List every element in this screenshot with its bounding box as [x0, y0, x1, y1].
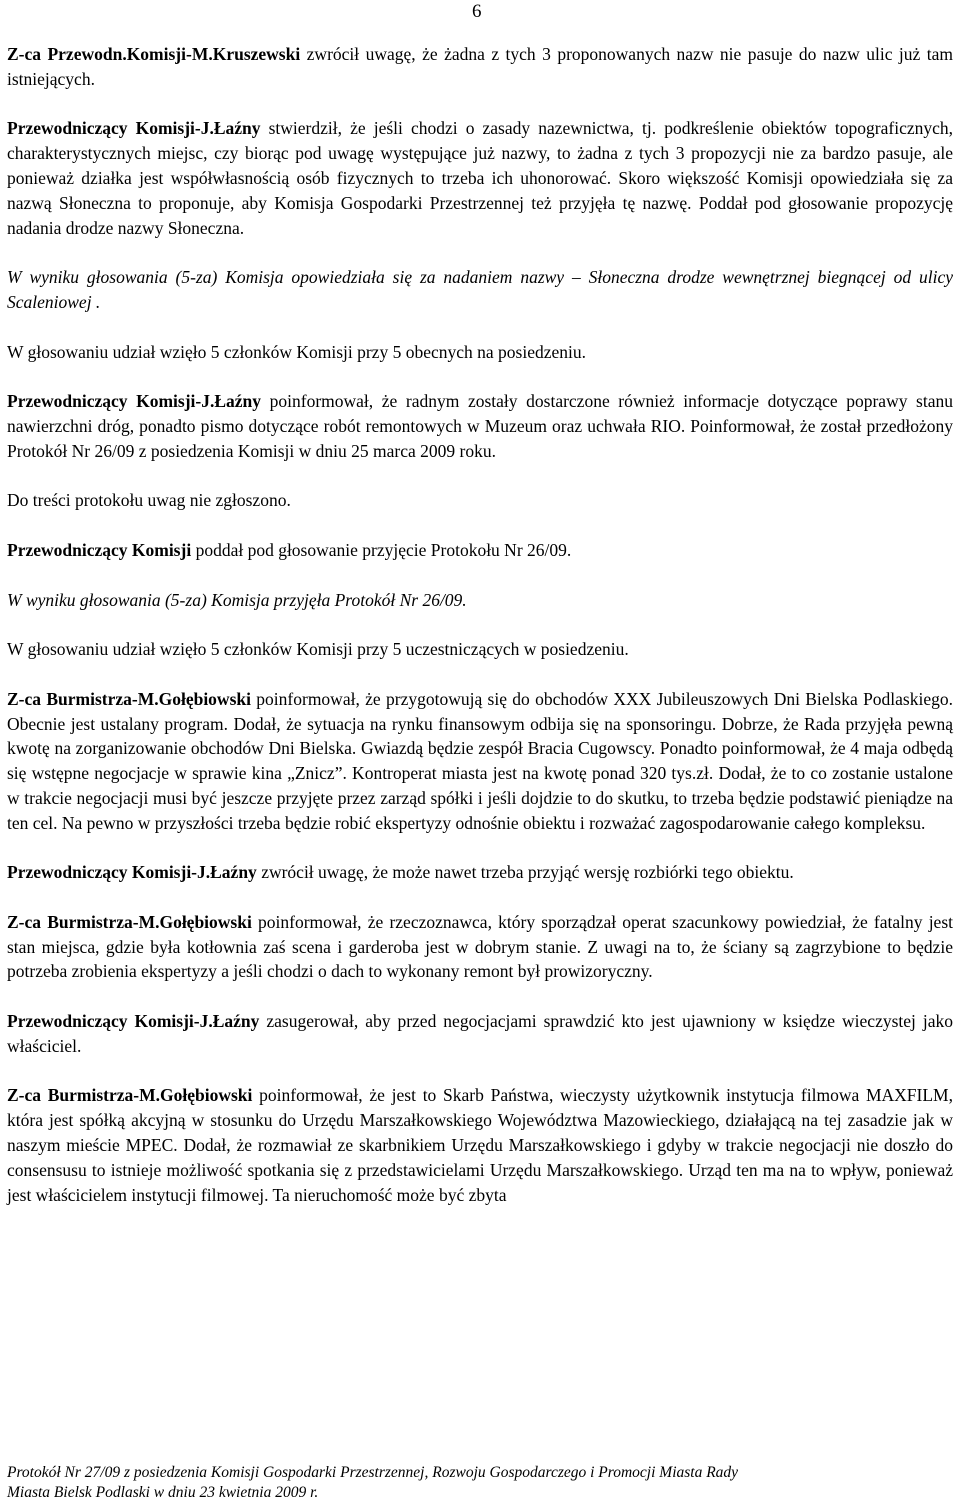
- paragraph-text: stwierdził, że jeśli chodzi o zasady nazewnictwa, tj. podkreślenie obiektów topograficznych, charakterystycznych miejsc, czy biorąc pod uwagę występujące już nazwy, to żadna z tych 3 propozycji nie za bardzo pasuje, ale ponieważ działka jest współwłasnością osób fizycznych to trzeba ich uhonorować. Skoro większość Komisji opowiedziała się za nazwą Słoneczna to proponuje, aby Komisja Gospodarki Przestrzennej też przyjęła tę nazwę. Poddał pod głosowanie propozycję nadania drodze nazwy Słoneczna.: [7, 118, 953, 238]
- speaker-name: Przewodniczący Komisji: [7, 539, 192, 560]
- paragraph-5: [7, 389, 953, 463]
- paragraph-13: [7, 1009, 953, 1059]
- speaker-name: Z-ca Burmistrza-M.Gołębiowski: [7, 1085, 253, 1106]
- paragraph-1: [7, 42, 953, 92]
- speaker-name: Przewodniczący Komisji-J.Łaźny: [7, 862, 257, 883]
- speaker-name: Przewodniczący Komisji-J.Łaźny: [7, 1011, 260, 1032]
- paragraph-12: [7, 910, 953, 984]
- speaker-name: Z-ca Burmistrza-M.Gołębiowski: [7, 911, 252, 932]
- paragraph-text: poinformował, że rzeczoznawca, który sporządzał operat szacunkowy powiedział, że fatalny jest stan miejsca, gdzie była kotłownia zaś scena i garderoba jest w dobrym stanie. Z uwagi na to, że ściany są zagrzybione to będzie potrzeba zrobienia ekspertyzy a jeśli chodzi o dach to wykonany remont był prowizoryczny.: [7, 911, 953, 982]
- speaker-name: Z-ca Burmistrza-M.Gołębiowski: [7, 688, 251, 709]
- speaker-name: Z-ca Przewodn.Komisji-M.Kruszewski: [7, 44, 301, 64]
- vote-result-1: W wyniku głosowania (5-za) Komisja opowiedziała się za nadaniem nazwy – Słoneczna drodze wewnętrznej biegnącej od ulicy Scaleniowej .: [7, 267, 953, 312]
- paragraph-text: poinformował, że jest to Skarb Państwa, wieczysty użytkownik instytucja filmowa MAXFILM, która jest spółką akcyjną w stosunku do Urzędu Marszałkowskiego Województwa Mazowieckiego, działającą na tej zasadzie jak w naszym mieście MPEC. Dodał, że rozmawiał ze skarbnikiem Urzędu Marszałkowskiego i gdyby w trakcie negocjacji nie doszło do consensusu to istnieje możliwość spotkania się z przedstawicielami Urzędu Marszałkowskiego. Urząd ten ma na to wpływ, ponieważ jest właścicielem instytucji filmowej. Ta nieruchomość może być zbyta: [7, 1085, 953, 1205]
- paragraph-10: [7, 687, 953, 836]
- footer-line-2: Miasta Bielsk Podlaski w dniu 23 kwietnia 2009 r.: [7, 1484, 319, 1501]
- paragraph-text: zwrócił uwagę, że żadna z tych 3 proponowanych nazw nie pasuje do nazw ulic już tam istniejących.: [7, 44, 953, 89]
- paragraph-7: [7, 538, 953, 563]
- paragraph-14: [7, 1083, 953, 1207]
- paragraph-11: [7, 860, 953, 885]
- speaker-name: Przewodniczący Komisji-J.Łaźny: [7, 391, 262, 412]
- vote-attendance-2: W głosowaniu udział wzięło 5 członków Komisji przy 5 uczestniczących w posiedzeniu.: [7, 639, 629, 660]
- paragraph-6: Do treści protokołu uwag nie zgłoszono.: [7, 490, 291, 511]
- speaker-name: Przewodniczący Komisji-J.Łaźny: [7, 118, 261, 139]
- vote-result-2: W wyniku głosowania (5-za) Komisja przyjęła Protokół Nr 26/09.: [7, 589, 467, 610]
- paragraph-text: poddał pod głosowanie przyjęcie Protokołu Nr 26/09.: [191, 539, 572, 560]
- page-footer: [7, 1463, 953, 1503]
- vote-attendance-1: W głosowaniu udział wzięło 5 członków Komisji przy 5 obecnych na posiedzeniu.: [7, 341, 586, 362]
- paragraph-text: poinformował, że przygotowują się do obchodów XXX Jubileuszowych Dni Bielska Podlaskiego. Obecnie jest ustalany program. Dodał, że sytuacja na rynku finansowym odbija się na sponsoringu. Dobrze, że Rada przyjęła pewną kwotę na zorganizowanie obchodów Dni Bielska. Gwiazdą będzie zespół Bracia Cugowscy. Ponadto poinformował, że 4 maja odbędą się wstępne negocjacje w sprawie kina „Znicz”. Kontroperat miasta jest na kwotę ponad 320 tys.zł. Dodał, że to co zostanie ustalone w trakcie negocjacji musi być jeszcze przyjęte przez zarząd spółki i jeśli dojdzie to do skutku, to trzeba będzie podstawić pieniądze na ten cel. Na pewno w przyszłości trzeba będzie robić ekspertyzy odnośnie obiektu i rozważać zagospodarowanie całego kompleksu.: [7, 688, 954, 833]
- document-body: [7, 42, 953, 1232]
- paragraph-2: [7, 116, 953, 240]
- footer-line-1: Protokół Nr 27/09 z posiedzenia Komisji Gospodarki Przestrzennej, Rozwoju Gospodarczego i Promocji Miasta Rady: [7, 1464, 739, 1481]
- paragraph-text: zwrócił uwagę, że może nawet trzeba przyjąć wersję rozbiórki tego obiektu.: [256, 862, 794, 883]
- paragraph-text: poinformował, że radnym zostały dostarczone również informacje dotyczące poprawy stanu nawierzchni dróg, ponadto pismo dotyczące robót remontowych w Muzeum oraz uchwała RIO. Poinformował, że został przedłożony Protokół Nr 26/09 z posiedzenia Komisji w dniu 25 marca 2009 roku.: [7, 391, 953, 461]
- page-number: 6: [472, 1, 482, 22]
- paragraph-text: zasugerował, aby przed negocjacjami sprawdzić kto jest ujawniony w księdze wieczystej jako właściciel.: [7, 1011, 954, 1056]
